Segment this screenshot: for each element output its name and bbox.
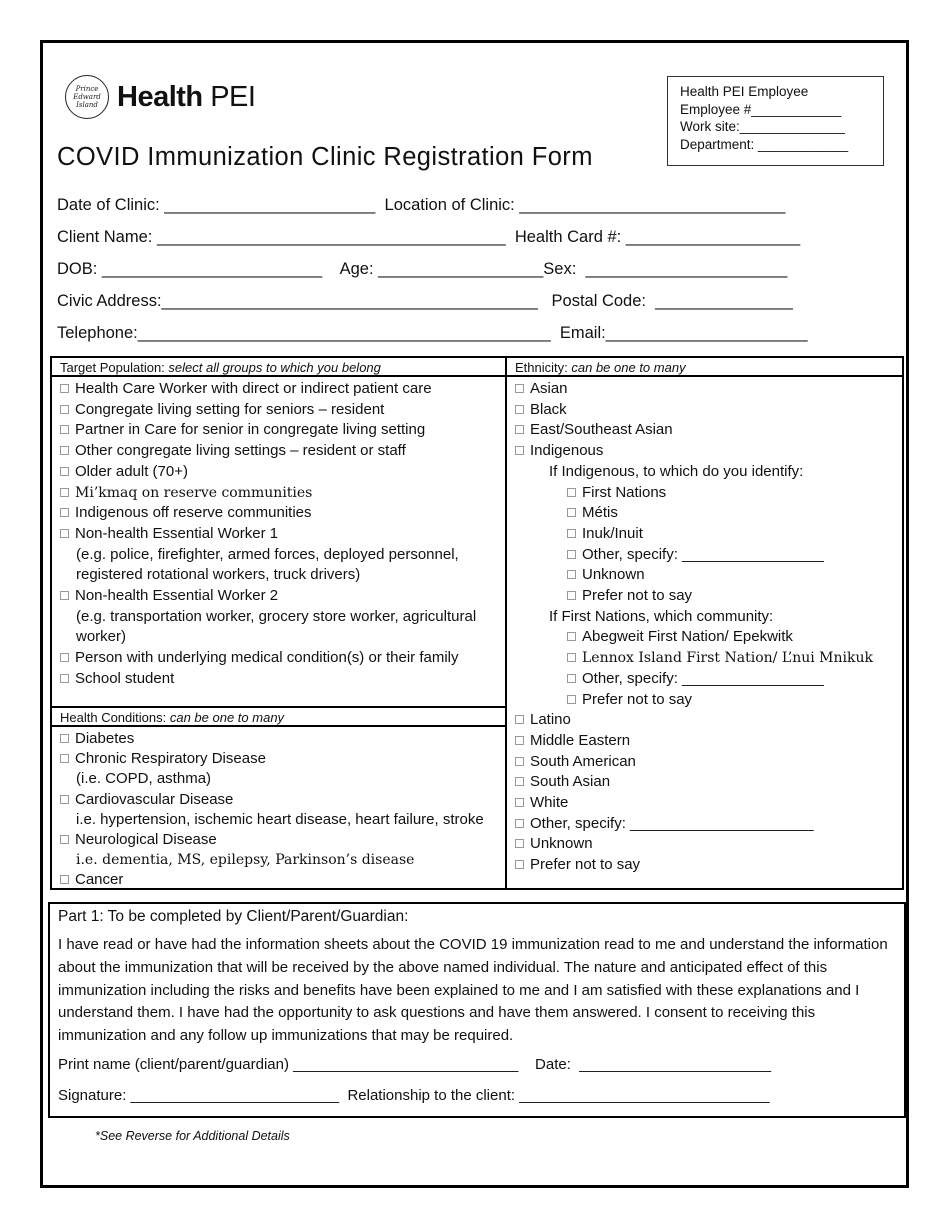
tp-item[interactable]: Non-health Essential Worker 1	[60, 524, 497, 545]
checkbox-icon[interactable]	[60, 488, 69, 497]
checkbox-icon[interactable]	[60, 467, 69, 476]
telephone-email-fields[interactable]: Telephone:_____________________________________________ Email:______________________	[57, 324, 808, 342]
checkbox-icon[interactable]	[515, 860, 524, 869]
eth-sub-item[interactable]: Other, specify: _________________	[515, 545, 894, 566]
tp-item[interactable]: Older adult (70+)	[60, 462, 497, 483]
tp-item-detail: (e.g. transportation worker, grocery store worker, agricultural	[76, 607, 477, 625]
eth-sub-item[interactable]: Unknown	[515, 565, 894, 586]
checkbox-icon[interactable]	[567, 591, 576, 600]
client-name-health-card-fields[interactable]: Client Name: ______________________________________ Health Card #: ___________________	[57, 228, 801, 246]
ethnicity-section	[505, 356, 904, 890]
eth-item[interactable]: South American	[515, 752, 894, 773]
eth-sub-item[interactable]: Other, specify: _________________	[515, 669, 894, 690]
brand-name: Health PEI	[117, 80, 256, 113]
checkbox-icon[interactable]	[60, 674, 69, 683]
checkbox-icon[interactable]	[515, 405, 524, 414]
hc-item[interactable]: Diabetes	[60, 729, 497, 749]
checkbox-icon[interactable]	[567, 695, 576, 704]
consent-paragraph: I have read or have had the information sheets about the COVID 19 immunization read to me and understand the information about the immunization that will be received by the above named individual. The nature and anticipated effect of this immunization including the risks and benefits have been explained to me and I am satisfied with these explanations and I understand them. I have had the opportunity to ask questions and have them answered. I consent to receiving this immunization and any follow up immunizations that may be required.	[58, 936, 888, 1045]
hc-item[interactable]: Cancer	[60, 870, 497, 890]
employee-info-box	[667, 76, 884, 166]
checkbox-icon[interactable]	[515, 798, 524, 807]
signature-relationship-fields[interactable]: Signature: _________________________ Relationship to the client: ______________________________	[58, 1086, 770, 1104]
dob-age-sex-fields[interactable]: DOB: ________________________ Age: __________________Sex: ______________________	[57, 260, 788, 278]
eth-item[interactable]: East/Southeast Asian	[515, 420, 894, 441]
eth-sub-item[interactable]: Prefer not to say	[515, 586, 894, 607]
eth-item[interactable]: Indigenous	[515, 441, 894, 462]
checkbox-icon[interactable]	[60, 734, 69, 743]
tp-item-detail: registered rotational workers, truck drivers)	[76, 566, 361, 584]
hc-item[interactable]: Chronic Respiratory Disease	[60, 749, 497, 769]
checkbox-icon[interactable]	[60, 405, 69, 414]
checkbox-icon[interactable]	[515, 715, 524, 724]
checkbox-icon[interactable]	[515, 425, 524, 434]
tp-item[interactable]: Mi’kmaq on reserve communities	[60, 483, 497, 504]
tp-item-detail: worker)	[76, 628, 127, 646]
checkbox-icon[interactable]	[60, 795, 69, 804]
form-page	[40, 40, 909, 1188]
eth-sub-item[interactable]: Abegweit First Nation/ Epekwitk	[515, 627, 894, 648]
checkbox-icon[interactable]	[60, 875, 69, 884]
eth-item[interactable]: White	[515, 793, 894, 814]
checkbox-icon[interactable]	[567, 529, 576, 538]
checkbox-icon[interactable]	[60, 835, 69, 844]
health-conditions-heading: Health Conditions: can be one to many	[52, 708, 505, 727]
eth-item[interactable]: Asian	[515, 379, 894, 400]
indigenous-subheading: If Indigenous, to which do you identify:	[549, 462, 804, 480]
eth-item[interactable]: Prefer not to say	[515, 855, 894, 876]
department-field[interactable]: Department: ____________	[680, 136, 849, 152]
eth-sub-item[interactable]: Prefer not to say	[515, 690, 894, 711]
checkbox-icon[interactable]	[515, 384, 524, 393]
eth-sub-item[interactable]: Métis	[515, 503, 894, 524]
tp-item[interactable]: School student	[60, 669, 497, 690]
pei-seal-icon: Prince Edward Island	[65, 75, 109, 119]
consent-heading: Part 1: To be completed by Client/Parent/Guardian:	[58, 908, 409, 925]
checkbox-icon[interactable]	[515, 757, 524, 766]
checkbox-icon[interactable]	[567, 550, 576, 559]
employee-box-title: Health PEI Employee	[680, 84, 809, 99]
work-site-field[interactable]: Work site:______________	[680, 119, 845, 134]
hc-item[interactable]: Neurological Disease	[60, 830, 497, 850]
checkbox-icon[interactable]	[60, 508, 69, 517]
form-title: COVID Immunization Clinic Registration Form	[57, 143, 593, 171]
checkbox-icon[interactable]	[60, 446, 69, 455]
eth-item[interactable]: Unknown	[515, 834, 894, 855]
checkbox-icon[interactable]	[60, 425, 69, 434]
checkbox-icon[interactable]	[60, 529, 69, 538]
tp-item[interactable]: Health Care Worker with direct or indirect patient care	[60, 379, 497, 400]
eth-item[interactable]: Middle Eastern	[515, 731, 894, 752]
checkbox-icon[interactable]	[567, 508, 576, 517]
health-pei-logo	[65, 75, 255, 119]
tp-item[interactable]: Other congregate living settings – resident or staff	[60, 441, 497, 462]
checkbox-icon[interactable]	[567, 674, 576, 683]
checkbox-icon[interactable]	[567, 488, 576, 497]
checkbox-icon[interactable]	[60, 653, 69, 662]
footnote: *See Reverse for Additional Details	[95, 1129, 290, 1143]
print-name-date-fields[interactable]: Print name (client/parent/guardian) ___________________________ Date: _______________________	[58, 1055, 772, 1073]
checkbox-icon[interactable]	[515, 839, 524, 848]
hc-item-detail: i.e. dementia, MS, epilepsy, Parkinson’s disease	[76, 852, 415, 869]
checkbox-icon[interactable]	[567, 653, 576, 662]
eth-item[interactable]: Black	[515, 400, 894, 421]
eth-sub-item[interactable]: First Nations	[515, 483, 894, 504]
eth-item[interactable]: Latino	[515, 710, 894, 731]
hc-item-detail: (i.e. COPD, asthma)	[76, 770, 212, 788]
tp-item[interactable]: Congregate living setting for seniors – resident	[60, 400, 497, 421]
eth-item[interactable]: Other, specify: ______________________	[515, 814, 894, 835]
checkbox-icon[interactable]	[60, 754, 69, 763]
eth-sub-item[interactable]: Inuk/Inuit	[515, 524, 894, 545]
eth-sub-item[interactable]: Lennox Island First Nation/ L’nui Mnikuk	[515, 648, 894, 669]
tp-item[interactable]: Partner in Care for senior in congregate living setting	[60, 420, 497, 441]
ethnicity-heading: Ethnicity: can be one to many	[507, 358, 902, 377]
hc-item[interactable]: Cardiovascular Disease	[60, 790, 497, 810]
checkbox-icon[interactable]	[60, 384, 69, 393]
health-conditions-section	[50, 706, 507, 890]
target-population-section	[50, 356, 507, 708]
checkbox-icon[interactable]	[60, 591, 69, 600]
checkbox-icon[interactable]	[515, 777, 524, 786]
employee-number-field[interactable]: Employee #____________	[680, 101, 842, 117]
clinic-date-location-fields[interactable]: Date of Clinic: _______________________ Location of Clinic: _____________________________	[57, 196, 786, 214]
checkbox-icon[interactable]	[567, 570, 576, 579]
first-nations-subheading: If First Nations, which community:	[549, 607, 774, 625]
checkbox-icon[interactable]	[515, 819, 524, 828]
checkbox-icon[interactable]	[515, 736, 524, 745]
target-population-heading: Target Population: select all groups to which you belong	[52, 358, 505, 377]
tp-item[interactable]: Indigenous off reserve communities	[60, 503, 497, 524]
consent-section	[48, 902, 906, 1118]
hc-item-detail: i.e. hypertension, ischemic heart disease, heart failure, stroke	[76, 810, 484, 828]
address-postal-fields[interactable]: Civic Address:_________________________________________ Postal Code: _______________	[57, 292, 793, 310]
tp-item[interactable]: Person with underlying medical condition(s) or their family	[60, 648, 497, 669]
checkbox-icon[interactable]	[515, 446, 524, 455]
tp-item-detail: (e.g. police, firefighter, armed forces, deployed personnel,	[76, 545, 459, 563]
checkbox-icon[interactable]	[567, 632, 576, 641]
tp-item[interactable]: Non-health Essential Worker 2	[60, 586, 497, 607]
eth-item[interactable]: South Asian	[515, 772, 894, 793]
